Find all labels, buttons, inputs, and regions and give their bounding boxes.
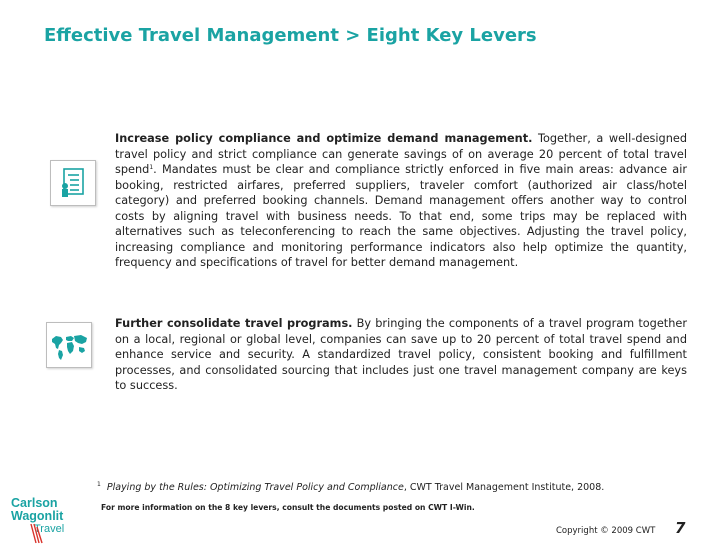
footnote-reference: 1 bbox=[149, 164, 154, 171]
logo-line-3: Travel bbox=[34, 523, 65, 535]
section-heading: Increase policy compliance and optimize demand management. bbox=[115, 132, 533, 145]
logo-line-2: Wagonlit bbox=[11, 509, 64, 523]
logo-line-1: Carlson bbox=[11, 496, 58, 510]
section-consolidate-programs bbox=[115, 316, 687, 394]
policy-document-icon bbox=[50, 160, 96, 206]
section-body-continued: . Mandates must be clear and compliance strictly enforced in five main areas: advance air booking, restricted airfares, preferred suppliers, traveler comfort (authorized air class/hotel category) and preferred booking channels. Demand management offers another way to control costs by aligning travel with business needs. To that end, some trips may be replaced with alternatives such as teleconferencing to reach the same objectives. Adjusting the travel policy, increasing compliance and monitoring performance indicators also help optimize the quantity, frequency and specifications of travel for better demand management. bbox=[115, 163, 687, 269]
section-body: By bringing the components of a travel program together on a local, regional or global level, companies can save up to 20 percent of total travel spend and enhance service and security. A standardized travel policy, consistent booking and fulfillment processes, and consolidated sourcing that includes just one travel management company are keys to success. bbox=[115, 317, 687, 392]
page-number: 7 bbox=[675, 519, 686, 537]
footnote-marker: 1 bbox=[97, 481, 101, 488]
world-map-icon bbox=[46, 322, 92, 368]
section-heading: Further consolidate travel programs. bbox=[115, 317, 353, 330]
footnote bbox=[97, 482, 604, 493]
more-info-note: For more information on the 8 key levers, consult the documents posted on CWT I-Win. bbox=[101, 503, 475, 512]
company-logo bbox=[9, 494, 65, 544]
page-title: Effective Travel Management > Eight Key Levers bbox=[44, 25, 537, 46]
section-policy-compliance bbox=[115, 131, 687, 271]
footnote-title: Playing by the Rules: Optimizing Travel Policy and Compliance bbox=[106, 482, 404, 493]
footnote-source: , CWT Travel Management Institute, 2008. bbox=[403, 482, 605, 493]
copyright-notice: Copyright © 2009 CWT bbox=[556, 526, 656, 536]
section-body: Together, a well-designed travel policy and strict compliance can generate savings of on average 20 percent of total travel spend bbox=[115, 132, 687, 176]
